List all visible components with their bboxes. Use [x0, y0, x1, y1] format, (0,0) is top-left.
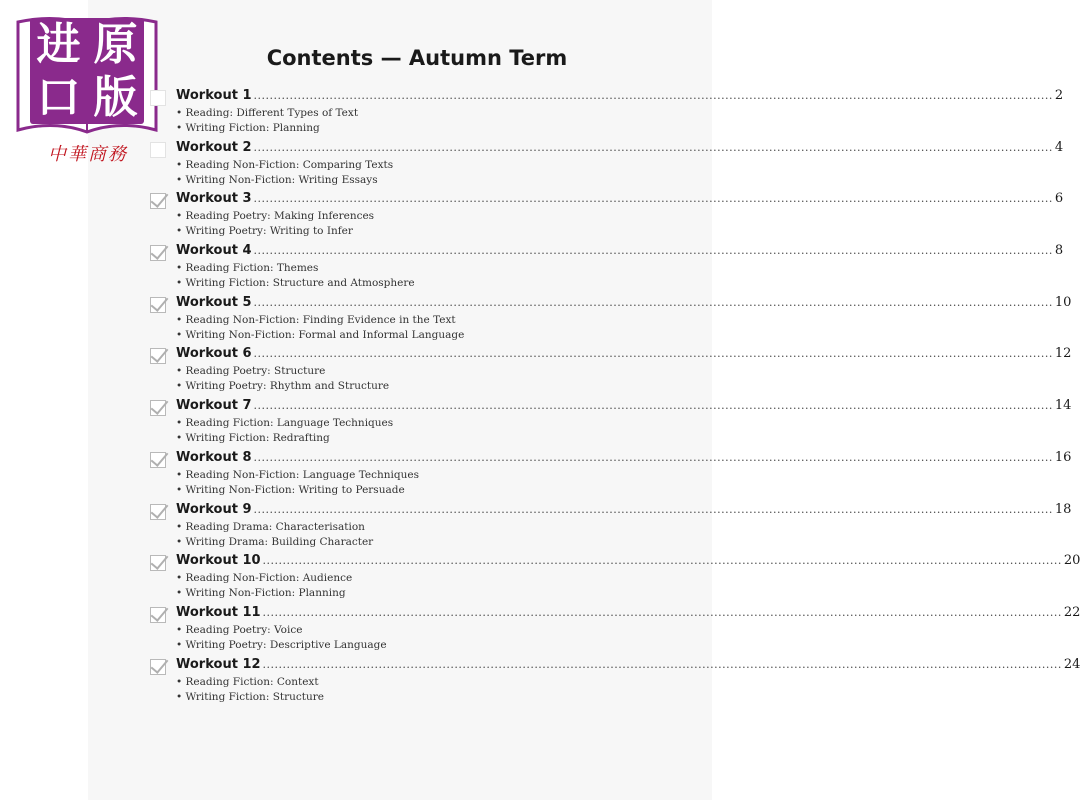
workout-title: Workout 6: [176, 346, 252, 362]
toc-sub-item: • Writing Poetry: Descriptive Language: [176, 638, 387, 651]
toc-sub-item: • Writing Fiction: Structure and Atmosphere: [176, 277, 415, 290]
toc-entry: [148, 138, 1064, 190]
toc-entry: [148, 655, 1080, 707]
dot-leader: ........................................................................................................................................................................................................: [253, 295, 1053, 309]
logo-badge: [30, 18, 144, 124]
page-number: 2: [1054, 88, 1064, 103]
checkmark-icon: [151, 551, 169, 570]
checkbox-icon[interactable]: [150, 297, 166, 313]
checkbox-icon[interactable]: [150, 659, 166, 675]
checkmark-icon: [151, 603, 169, 622]
logo-subtitle: 中華商務: [48, 144, 128, 165]
logo-char-3: 口: [36, 71, 81, 123]
checkmark-icon: [151, 396, 169, 415]
page-number: 20: [1063, 553, 1080, 569]
checkbox-icon[interactable]: [150, 348, 166, 364]
toc-entry-heading: [176, 604, 1080, 623]
toc-sub-item: • Reading Poetry: Structure: [176, 365, 326, 378]
workout-title: Workout 10: [176, 553, 261, 569]
checkmark-icon: [151, 500, 169, 519]
toc-entry: [148, 500, 1072, 552]
toc-sub-item: • Reading Non-Fiction: Comparing Texts: [176, 158, 394, 171]
workout-title: Workout 1: [176, 88, 252, 103]
dot-leader: ........................................................................................................................................................................................................: [253, 89, 1053, 102]
checkmark-icon: [151, 293, 169, 312]
dot-leader: ........................................................................................................................................................................................................: [262, 554, 1062, 568]
checkbox-icon[interactable]: [150, 504, 166, 520]
toc-sub-item: • Reading Drama: Characterisation: [176, 520, 365, 533]
toc-entry-heading: [176, 553, 1080, 571]
toc-entry-heading: [176, 449, 1072, 468]
toc-sub-item: • Reading Fiction: Themes: [176, 262, 319, 275]
page-title: Contents — Autumn Term: [266, 46, 568, 70]
toc-entry: [148, 86, 1064, 138]
toc-entry-heading: [176, 88, 1064, 106]
toc-entry: [148, 344, 1072, 396]
dot-leader: ........................................................................................................................................................................................................: [253, 140, 1053, 154]
publisher-logo: [14, 12, 160, 165]
toc-entry: [148, 551, 1080, 603]
toc-sub-item: • Reading Poetry: Voice: [176, 623, 303, 636]
checkbox-icon[interactable]: [150, 142, 166, 158]
page-number: 14: [1054, 398, 1072, 414]
workout-title: Workout 8: [176, 449, 252, 465]
logo-char-2: 原: [93, 18, 138, 70]
toc-sub-item: • Writing Fiction: Redrafting: [176, 432, 330, 445]
toc-sub-item: • Writing Non-Fiction: Writing to Persuade: [176, 483, 405, 496]
toc-entry: [148, 189, 1064, 241]
toc-sub-item: • Reading Non-Fiction: Audience: [176, 572, 353, 585]
dot-leader: ........................................................................................................................................................................................................: [262, 605, 1062, 619]
checkmark-icon: [151, 189, 169, 208]
toc-sub-item: • Writing Poetry: Rhythm and Structure: [176, 380, 390, 393]
logo-char-1: 进: [36, 18, 81, 70]
toc-entry-heading: [176, 139, 1064, 158]
toc-entry-heading: [176, 501, 1072, 520]
toc-entry: [148, 603, 1080, 655]
checkbox-icon[interactable]: [150, 452, 166, 468]
table-of-contents: [148, 86, 1080, 706]
toc-sub-item: • Writing Drama: Building Character: [176, 535, 374, 548]
logo-char-4: 版: [93, 71, 138, 123]
toc-sub-item: • Reading Non-Fiction: Finding Evidence in the Text: [176, 313, 456, 326]
checkmark-icon: [151, 345, 169, 364]
workout-title: Workout 2: [176, 139, 252, 155]
checkbox-icon[interactable]: [150, 90, 166, 106]
checkmark-icon: [151, 241, 169, 260]
workout-title: Workout 5: [176, 294, 252, 310]
checkmark-icon: [151, 448, 169, 467]
toc-sub-item: • Reading Non-Fiction: Language Techniques: [176, 468, 419, 481]
workout-title: Workout 7: [176, 398, 252, 414]
toc-entry-heading: [176, 243, 1064, 261]
toc-entry-heading: [176, 398, 1072, 416]
page-number: 8: [1054, 243, 1064, 259]
checkbox-icon[interactable]: [150, 245, 166, 261]
page-number: 12: [1054, 346, 1072, 362]
checkbox-icon[interactable]: [150, 607, 166, 623]
toc-sub-item: • Reading Poetry: Making Inferences: [176, 210, 375, 223]
toc-entry: [148, 396, 1072, 448]
workout-title: Workout 12: [176, 656, 261, 672]
toc-sub-item: • Writing Non-Fiction: Writing Essays: [176, 173, 378, 186]
toc-sub-item: • Writing Fiction: Planning: [176, 122, 320, 134]
toc-sub-item: • Writing Poetry: Writing to Infer: [176, 225, 353, 238]
dot-leader: ........................................................................................................................................................................................................: [253, 399, 1053, 413]
toc-entry: [148, 448, 1072, 500]
workout-title: Workout 11: [176, 604, 261, 620]
toc-sub-item: • Reading Fiction: Context: [176, 675, 319, 688]
checkbox-icon[interactable]: [150, 555, 166, 571]
toc-sub-item: • Writing Non-Fiction: Formal and Informal Language: [176, 328, 465, 341]
checkbox-icon[interactable]: [150, 400, 166, 416]
page-number: 6: [1054, 191, 1064, 207]
toc-entry-heading: [176, 346, 1072, 364]
toc-sub-item: • Reading Fiction: Language Techniques: [176, 417, 394, 430]
dot-leader: ........................................................................................................................................................................................................: [253, 244, 1053, 258]
checkbox-icon[interactable]: [150, 193, 166, 209]
workout-title: Workout 4: [176, 243, 252, 259]
dot-leader: ........................................................................................................................................................................................................: [253, 502, 1053, 516]
toc-sub-item: • Reading: Different Types of Text: [176, 107, 359, 119]
page-number: 10: [1054, 294, 1072, 310]
toc-sub-item: • Writing Fiction: Structure: [176, 690, 324, 703]
dot-leader: ........................................................................................................................................................................................................: [253, 347, 1053, 361]
toc-entry-heading: [176, 191, 1064, 209]
toc-entry-heading: [176, 294, 1072, 313]
dot-leader: ........................................................................................................................................................................................................: [262, 657, 1062, 671]
toc-sub-item: • Writing Non-Fiction: Planning: [176, 587, 346, 600]
page-number: 22: [1063, 604, 1080, 620]
toc-entry: [148, 293, 1072, 345]
dot-leader: ........................................................................................................................................................................................................: [253, 450, 1053, 464]
toc-entry: [148, 241, 1064, 293]
workout-title: Workout 9: [176, 501, 252, 517]
page-number: 18: [1054, 501, 1072, 517]
page-number: 16: [1054, 449, 1072, 465]
page-number: 4: [1054, 139, 1064, 155]
dot-leader: ........................................................................................................................................................................................................: [253, 192, 1053, 206]
checkmark-icon: [151, 655, 169, 674]
page-number: 24: [1063, 656, 1080, 672]
workout-title: Workout 3: [176, 191, 252, 207]
toc-entry-heading: [176, 656, 1080, 675]
